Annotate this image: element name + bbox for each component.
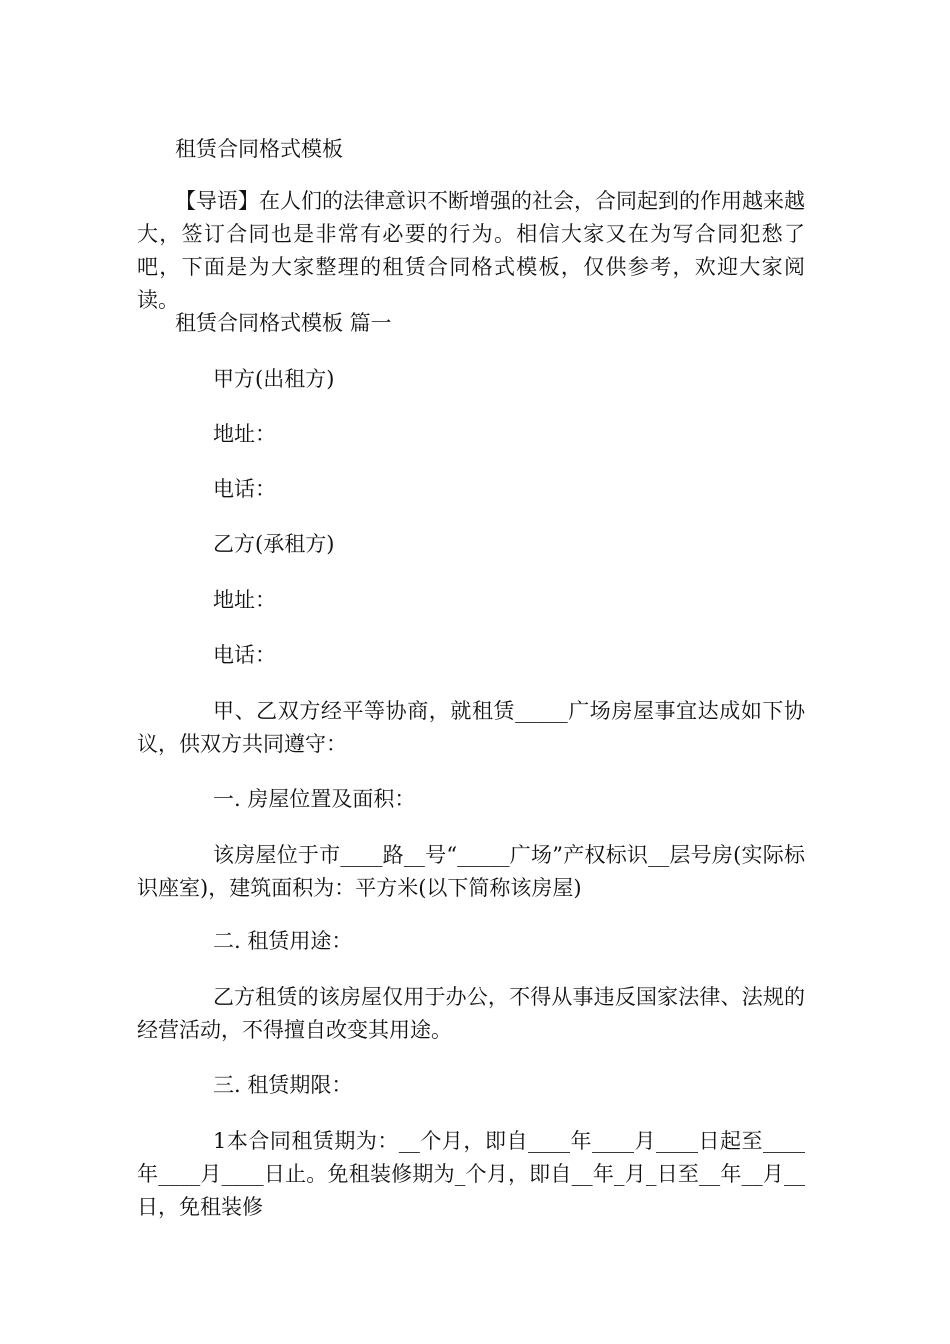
clause-2-title: 二. 租赁用途： <box>213 929 353 953</box>
party-b-label: 乙方(承租方) <box>213 532 335 556</box>
intro-paragraph: 【导语】在人们的法律意识不断增强的社会，合同起到的作用越来越大，签订合同也是非常有必要的行为。相信大家又在为写合同犯愁了吧，下面是为大家整理的租赁合同格式模板，仅供参考，欢迎大家阅读。 <box>137 189 805 312</box>
preamble-paragraph: 甲、乙双方经平等协商，就租赁_____广场房屋事宜达成如下协议，供双方共同遵守： <box>137 699 805 756</box>
party-a-address: 地址： <box>213 422 276 446</box>
party-a-phone: 电话： <box>213 477 276 501</box>
document-title: 租赁合同格式模板 <box>175 137 343 161</box>
clause-1-title: 一. 房屋位置及面积： <box>213 787 416 811</box>
clause-3-title: 三. 租赁期限： <box>213 1073 353 1097</box>
party-a-label: 甲方(出租方) <box>213 367 335 391</box>
party-b-address: 地址： <box>213 588 276 612</box>
clause-1-body: 该房屋位于市____路__号“_____广场”产权标识__层号房(实际标识座室)，建筑面积为：平方米(以下简称该房屋) <box>137 843 805 900</box>
section-title: 租赁合同格式模板 篇一 <box>175 311 392 335</box>
clause-2-body: 乙方租赁的该房屋仅用于办公，不得从事违反国家法律、法规的经营活动，不得擅自改变其用途。 <box>137 985 805 1042</box>
clause-3-body: 1本合同租赁期为：__个月，即自____年____月____日起至____年____月____日止。免租装修期为_个月，即自__年_月_日至__年__月__日，免租装修 <box>137 1129 805 1219</box>
party-b-phone: 电话： <box>213 643 276 667</box>
